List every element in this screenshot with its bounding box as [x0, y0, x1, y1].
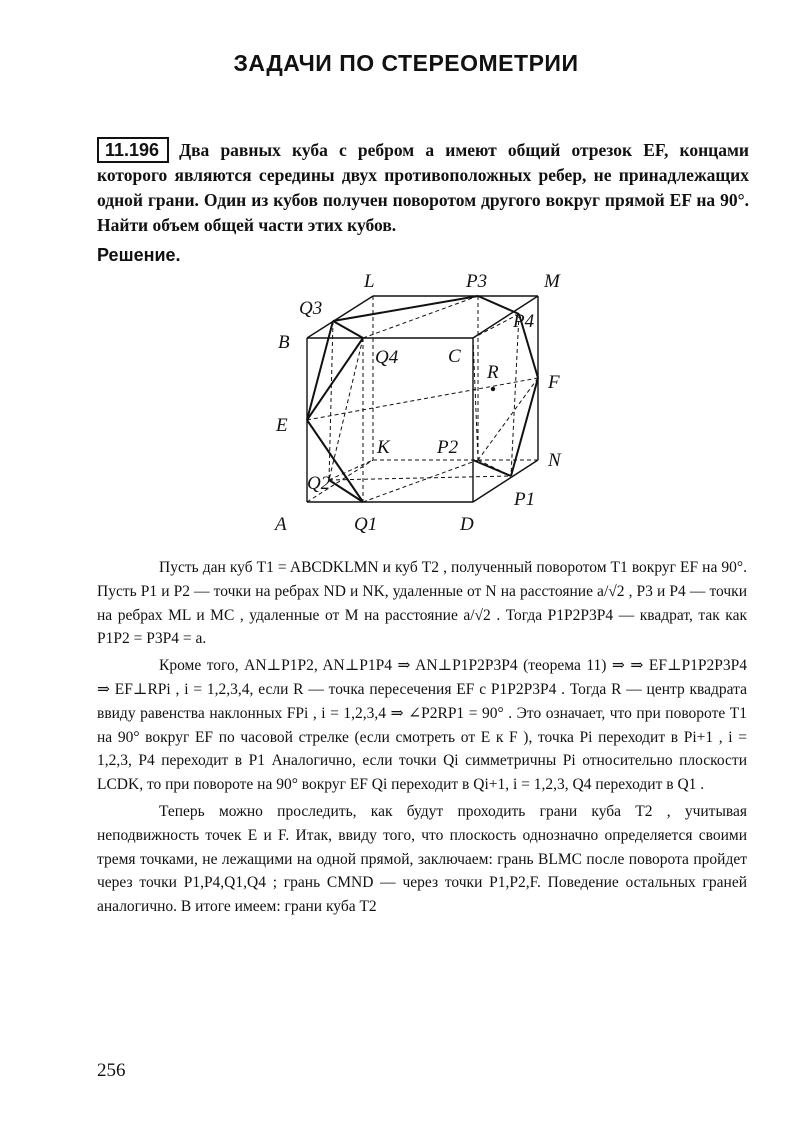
- solution-heading: Решение.: [97, 245, 181, 265]
- paragraph-2: Кроме того, AN⊥P1P2, AN⊥P1P4 ⇒ AN⊥P1P2P3P4 (теорема 11) ⇒ ⇒ EF⊥P1P2P3P4 ⇒ EF⊥RPi , i = 1,2,3,4, если R — точка пересечения EF с P1P2P3P4 . Тогда R — центр квадрата ввиду равенства наклонных FPi , i = 1,2,3,4 ⇒ ∠P2RP1 = 90° . Это означает, что при повороте T1 на 90° вокруг EF по часовой стрелке (если смотреть от E к F ), точка Pi переходит в Pi+1 , i = 1,2,3, P4 переходит в P1 Аналогично, если точки Qi симметричны Pi относительно плоскости LCDK, то при повороте на 90° вокруг EF Qi переходит в Qi+1, i = 1,2,3, Q4 переходит в Q1 .: [97, 657, 747, 794]
- cube-figure: [260, 262, 580, 542]
- label-P2: P2: [437, 437, 459, 458]
- label-F: F: [548, 372, 560, 393]
- label-P4: P4: [513, 311, 535, 332]
- section-edges: [307, 296, 538, 502]
- solution-body: [97, 556, 747, 919]
- problem-text: Два равных куба с ребром a имеют общий отрезок EF, концами которого являются середины двух противоположных ребер, не принадлежащих одной грани. Один из кубов получен поворотом другого вокруг прямой EF на 90°. Найти объем общей части этих кубов.: [97, 140, 749, 235]
- label-A: A: [275, 514, 287, 535]
- point-r: [491, 387, 495, 391]
- paragraph-3: Теперь можно проследить, как будут проходить грани куба T2 , учитывая неподвижность точек E и F. Итак, ввиду того, что плоскость однозначно определяется своими тремя точками, не лежащими на одной прямой, заключаем: грань BLMC после поворота пройдет через точки P1,P4,Q1,Q4 ; грань CMND — через точки P1,P2,F. Поведение остальных граней аналогично. В итоге имеем: грани куба T2: [97, 802, 747, 916]
- paragraph-1: Пусть дан куб T1 = ABCDKLMN и куб T2 , полученный поворотом T1 вокруг EF на 90°. Пусть P1 и P2 — точки на ребрах ND и NK, удаленные от N на расстояние a/√2 , P3 и P4 — точки на ребрах ML и MC , удаленные от M на расстояние a/√2 . Тогда P1P2P3P4 — квадрат, так как P1P2 = P3P4 = a.: [97, 559, 747, 648]
- label-K: K: [377, 437, 390, 458]
- label-Q3: Q3: [299, 298, 323, 319]
- label-M: M: [544, 271, 560, 292]
- problem-statement: [97, 137, 749, 238]
- label-P3: P3: [466, 271, 488, 292]
- label-Q1: Q1: [354, 514, 378, 535]
- label-B: B: [278, 332, 290, 353]
- page-title: ЗАДАЧИ ПО СТЕРЕОМЕТРИИ: [233, 50, 579, 76]
- label-R: R: [487, 362, 499, 383]
- label-Q4: Q4: [375, 347, 399, 368]
- label-E: E: [276, 415, 288, 436]
- label-L: L: [364, 271, 375, 292]
- label-C: C: [448, 346, 461, 367]
- label-Q2: Q2: [307, 473, 331, 494]
- problem-number: 11.196: [97, 137, 169, 163]
- label-N: N: [548, 450, 561, 471]
- label-P1: P1: [514, 489, 536, 510]
- label-D: D: [460, 514, 474, 535]
- page-number: 256: [97, 1060, 126, 1081]
